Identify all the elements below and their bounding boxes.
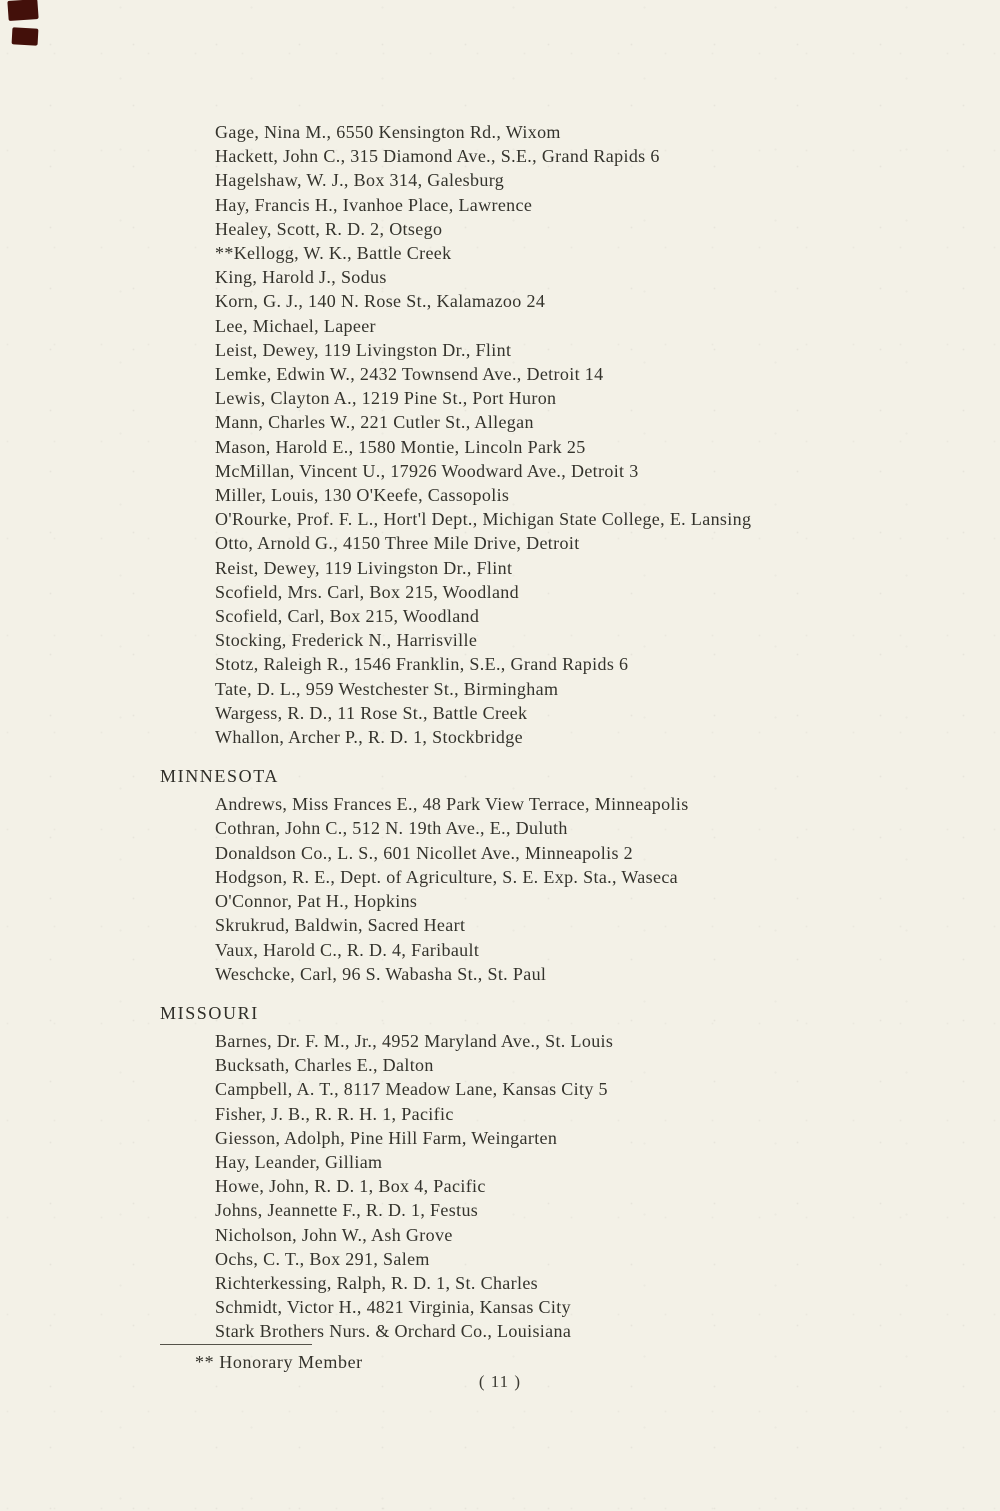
directory-entry: Gage, Nina M., 6550 Kensington Rd., Wixom — [215, 122, 561, 142]
directory-entry: Weschcke, Carl, 96 S. Wabasha St., St. Paul — [215, 963, 547, 984]
scan-artifact-top-left-2 — [12, 27, 39, 45]
directory-entry: McMillan, Vincent U., 17926 Woodward Ave., Detroit 3 — [215, 460, 639, 481]
directory-entry: Schmidt, Victor H., 4821 Virginia, Kansas City — [215, 1297, 571, 1318]
directory-entry: O'Connor, Pat H., Hopkins — [215, 891, 418, 912]
directory-entry: Donaldson Co., L. S., 601 Nicollet Ave., Minneapolis 2 — [215, 842, 634, 863]
directory-entry: Johns, Jeannette F., R. D. 1, Festus — [215, 1200, 479, 1221]
section-title: MISSOURI — [160, 1002, 259, 1023]
directory-entry: Hay, Leander, Gilliam — [215, 1151, 383, 1172]
directory-entry: Stark Brothers Nurs. & Orchard Co., Louisiana — [215, 1321, 572, 1342]
directory-entry: Stotz, Raleigh R., 1546 Franklin, S.E., Grand Rapids 6 — [215, 654, 629, 675]
directory-content — [0, 120, 1000, 1344]
directory-entry: Lemke, Edwin W., 2432 Townsend Ave., Detroit 14 — [215, 364, 604, 385]
directory-entry: Hay, Francis H., Ivanhoe Place, Lawrence — [215, 194, 533, 215]
directory-entry: Cothran, John C., 512 N. 19th Ave., E., Duluth — [215, 818, 568, 839]
directory-entry: Wargess, R. D., 11 Rose St., Battle Creek — [215, 702, 528, 723]
directory-entry: Stocking, Frederick N., Harrisville — [215, 630, 478, 651]
directory-entry: Tate, D. L., 959 Westchester St., Birmingham — [215, 678, 559, 699]
directory-entry: Hackett, John C., 315 Diamond Ave., S.E., Grand Rapids 6 — [215, 146, 660, 167]
section-title: MINNESOTA — [160, 766, 279, 787]
directory-entry: Reist, Dewey, 119 Livingston Dr., Flint — [215, 557, 513, 578]
directory-entry: Skrukrud, Baldwin, Sacred Heart — [215, 915, 466, 936]
footnote-divider — [160, 1344, 312, 1345]
directory-entry: Richterkessing, Ralph, R. D. 1, St. Charles — [215, 1272, 539, 1293]
directory-entry: Barnes, Dr. F. M., Jr., 4952 Maryland Ave., St. Louis — [215, 1030, 614, 1051]
directory-section — [0, 120, 1000, 749]
directory-entry: Hodgson, R. E., Dept. of Agriculture, S. E. Exp. Sta., Waseca — [215, 866, 678, 887]
directory-entry: Leist, Dewey, 119 Livingston Dr., Flint — [215, 339, 512, 360]
directory-entry: Hagelshaw, W. J., Box 314, Galesburg — [215, 170, 505, 191]
directory-entry: Korn, G. J., 140 N. Rose St., Kalamazoo 24 — [215, 291, 546, 312]
directory-entry: Vaux, Harold C., R. D. 4, Faribault — [215, 939, 480, 960]
directory-entry: Healey, Scott, R. D. 2, Otsego — [215, 218, 443, 239]
directory-entry: Mann, Charles W., 221 Cutler St., Allegan — [215, 412, 534, 433]
entry-list — [0, 120, 1000, 749]
footnote: ** Honorary Member — [195, 1352, 363, 1372]
directory-entry: Scofield, Mrs. Carl, Box 215, Woodland — [215, 581, 519, 602]
directory-entry: Giesson, Adolph, Pine Hill Farm, Weingarten — [215, 1127, 558, 1148]
directory-entry: Lee, Michael, Lapeer — [215, 315, 376, 336]
entry-list — [0, 792, 1000, 986]
directory-entry: Lewis, Clayton A., 1219 Pine St., Port Huron — [215, 388, 557, 409]
directory-entry: Nicholson, John W., Ash Grove — [215, 1224, 453, 1245]
directory-section — [0, 764, 1000, 986]
directory-entry: Andrews, Miss Frances E., 48 Park View Terrace, Minneapolis — [215, 794, 689, 815]
entry-list — [0, 1029, 1000, 1344]
directory-section — [0, 1001, 1000, 1344]
directory-entry: Campbell, A. T., 8117 Meadow Lane, Kansas City 5 — [215, 1079, 608, 1100]
directory-entry: Scofield, Carl, Box 215, Woodland — [215, 606, 480, 627]
directory-entry: O'Rourke, Prof. F. L., Hort'l Dept., Michigan State College, E. Lansing — [215, 509, 752, 530]
directory-entry: Mason, Harold E., 1580 Montie, Lincoln Park 25 — [215, 436, 586, 457]
directory-entry: King, Harold J., Sodus — [215, 267, 387, 288]
directory-entry: Whallon, Archer P., R. D. 1, Stockbridge — [215, 727, 523, 748]
directory-entry: Ochs, C. T., Box 291, Salem — [215, 1248, 430, 1269]
directory-entry: Fisher, J. B., R. R. H. 1, Pacific — [215, 1103, 454, 1124]
directory-entry: **Kellogg, W. K., Battle Creek — [215, 243, 452, 264]
directory-entry: Howe, John, R. D. 1, Box 4, Pacific — [215, 1176, 486, 1197]
page-number: ( 11 ) — [478, 1372, 522, 1391]
scan-artifact-top-left-1 — [7, 0, 38, 21]
directory-entry: Bucksath, Charles E., Dalton — [215, 1055, 434, 1076]
directory-entry: Miller, Louis, 130 O'Keefe, Cassopolis — [215, 485, 510, 506]
directory-entry: Otto, Arnold G., 4150 Three Mile Drive, Detroit — [215, 533, 580, 554]
